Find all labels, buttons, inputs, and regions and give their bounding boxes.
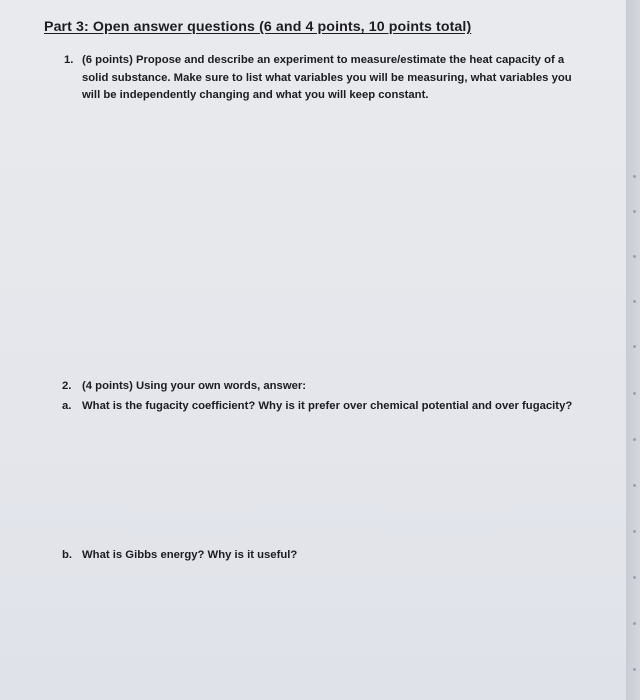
edge-dot	[633, 175, 636, 178]
edge-dot	[633, 668, 636, 671]
question-2a-text: What is the fugacity coefficient? Why is it prefer over chemical potential and over fugacity?	[82, 400, 573, 412]
question-2-number: 2.	[62, 380, 72, 392]
edge-dot	[633, 392, 636, 395]
question-2b-letter: b.	[62, 549, 73, 561]
edge-dot	[633, 210, 636, 213]
edge-dot	[633, 255, 636, 258]
section-title: Part 3: Open answer questions (6 and 4 points, 10 points total)	[44, 19, 472, 35]
edge-dot	[633, 622, 636, 625]
question-2a-letter: a.	[62, 400, 72, 412]
edge-dot	[633, 576, 636, 579]
edge-dot	[633, 345, 636, 348]
edge-dot	[633, 438, 636, 441]
edge-dot	[633, 530, 636, 533]
question-1-number: 1.	[64, 54, 74, 66]
edge-dot	[633, 484, 636, 487]
page-edge-background	[626, 0, 640, 700]
question-2b-text: What is Gibbs energy? Why is it useful?	[82, 549, 298, 561]
question-2-text: (4 points) Using your own words, answer:	[82, 380, 307, 392]
edge-dot	[633, 300, 636, 303]
question-1-text: (6 points) Propose and describe an experiment to measure/estimate the heat capacity of a solid substance. Make sure to list what variables you will be measuring, what variables you will be independently changing and what you will keep constant.	[82, 54, 572, 101]
